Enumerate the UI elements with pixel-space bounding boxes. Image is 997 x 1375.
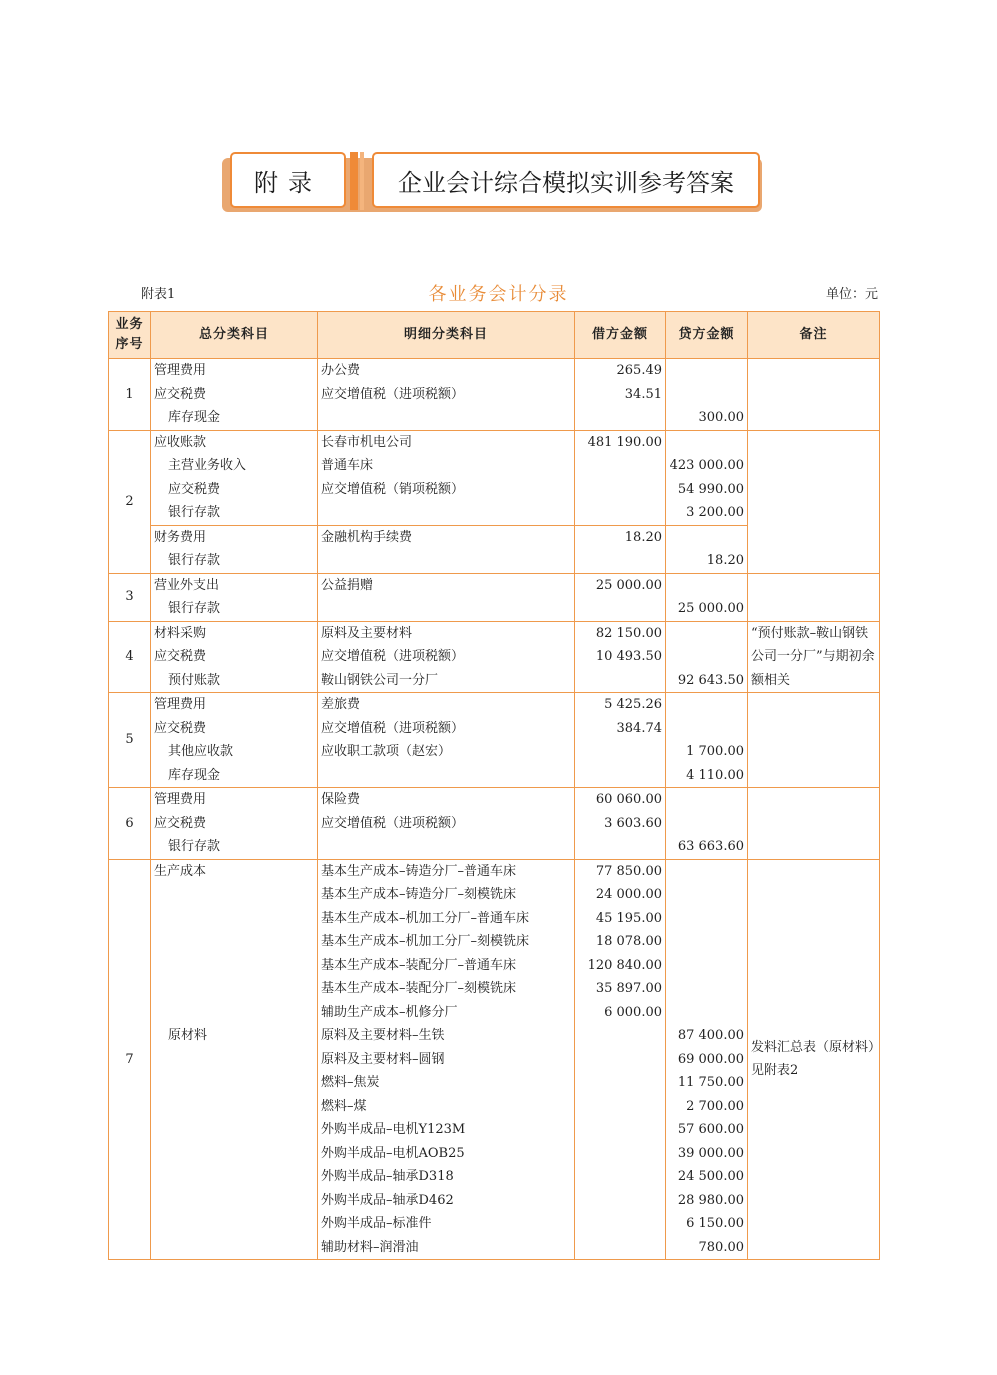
credit-amount-cell: 54 990.00 [666, 478, 748, 502]
general-account-cell [151, 883, 318, 907]
entry-note: “预付账款–鞍山钢铁公司一分厂”与期初余额相关 [748, 621, 880, 693]
table-row [109, 621, 880, 645]
debit-amount-cell: 34.51 [575, 383, 666, 407]
credit-amount-cell: 780.00 [666, 1236, 748, 1260]
credit-amount-cell [666, 717, 748, 741]
detail-account-cell: 辅助生产成本–机修分厂 [318, 1001, 575, 1025]
general-account-cell [151, 1048, 318, 1072]
credit-amount-cell: 69 000.00 [666, 1048, 748, 1072]
general-account-cell: 主营业务收入 [151, 454, 318, 478]
general-account-cell: 其他应收款 [151, 740, 318, 764]
entry-number: 5 [109, 693, 151, 788]
table-row [109, 573, 880, 597]
table-row [109, 859, 880, 883]
debit-amount-cell [575, 454, 666, 478]
credit-amount-cell [666, 645, 748, 669]
entry-number: 3 [109, 573, 151, 621]
detail-account-cell: 应交增值税（进项税额） [318, 383, 575, 407]
credit-amount-cell [666, 859, 748, 883]
credit-amount-cell: 4 110.00 [666, 764, 748, 788]
banner-divider-light [360, 152, 364, 210]
debit-amount-cell [575, 1118, 666, 1142]
header-detail-account: 明细分类科目 [318, 312, 575, 359]
detail-account-cell: 原料及主要材料–生铁 [318, 1024, 575, 1048]
general-account-cell: 银行存款 [151, 549, 318, 573]
debit-amount-cell: 35 897.00 [575, 977, 666, 1001]
detail-account-cell: 保险费 [318, 788, 575, 812]
debit-amount-cell [575, 835, 666, 859]
entry-number: 7 [109, 859, 151, 1260]
debit-amount-cell [575, 1212, 666, 1236]
detail-account-cell: 应交增值税（进项税额） [318, 717, 575, 741]
detail-account-cell: 外购半成品–轴承D318 [318, 1165, 575, 1189]
detail-account-cell: 应交增值税（销项税额） [318, 478, 575, 502]
general-account-cell: 应收账款 [151, 430, 318, 454]
detail-account-cell [318, 406, 575, 430]
detail-account-cell: 差旅费 [318, 693, 575, 717]
detail-account-cell: 基本生产成本–铸造分厂–刻模铣床 [318, 883, 575, 907]
credit-amount-cell [666, 621, 748, 645]
credit-amount-cell: 28 980.00 [666, 1189, 748, 1213]
credit-amount-cell [666, 383, 748, 407]
credit-amount-cell: 39 000.00 [666, 1142, 748, 1166]
detail-account-cell: 鞍山钢铁公司一分厂 [318, 669, 575, 693]
entry-note [748, 573, 880, 621]
table-row [109, 693, 880, 717]
general-account-cell: 原材料 [151, 1024, 318, 1048]
table-title: 各业务会计分录 [428, 284, 569, 305]
credit-amount-cell [666, 954, 748, 978]
table-header-row [109, 312, 880, 359]
debit-amount-cell: 265.49 [575, 359, 666, 383]
debit-amount-cell: 60 060.00 [575, 788, 666, 812]
debit-amount-cell [575, 1024, 666, 1048]
debit-amount-cell [575, 1048, 666, 1072]
general-account-cell: 材料采购 [151, 621, 318, 645]
debit-amount-cell [575, 597, 666, 621]
general-account-cell [151, 930, 318, 954]
credit-amount-cell: 2 700.00 [666, 1095, 748, 1119]
general-account-cell [151, 1165, 318, 1189]
debit-amount-cell: 10 493.50 [575, 645, 666, 669]
general-account-cell: 管理费用 [151, 693, 318, 717]
credit-amount-cell [666, 573, 748, 597]
credit-amount-cell [666, 883, 748, 907]
detail-account-cell: 办公费 [318, 359, 575, 383]
credit-amount-cell: 3 200.00 [666, 501, 748, 525]
credit-amount-cell [666, 1001, 748, 1025]
general-account-cell [151, 1001, 318, 1025]
detail-account-cell [318, 549, 575, 573]
general-account-cell [151, 1189, 318, 1213]
debit-amount-cell [575, 406, 666, 430]
credit-amount-cell: 300.00 [666, 406, 748, 430]
general-account-cell [151, 954, 318, 978]
credit-amount-cell [666, 693, 748, 717]
debit-amount-cell: 384.74 [575, 717, 666, 741]
debit-amount-cell: 481 190.00 [575, 430, 666, 454]
detail-account-cell [318, 597, 575, 621]
credit-amount-cell: 11 750.00 [666, 1071, 748, 1095]
general-account-cell [151, 1142, 318, 1166]
header-debit: 借方金额 [575, 312, 666, 359]
general-account-cell [151, 1118, 318, 1142]
entry-note [748, 693, 880, 788]
credit-amount-cell [666, 907, 748, 931]
detail-account-cell: 普通车床 [318, 454, 575, 478]
general-account-cell [151, 907, 318, 931]
detail-account-cell: 燃料–焦炭 [318, 1071, 575, 1095]
debit-amount-cell [575, 764, 666, 788]
journal-entries-table [108, 311, 880, 1260]
general-account-cell [151, 1095, 318, 1119]
detail-account-cell: 基本生产成本–装配分厂–普通车床 [318, 954, 575, 978]
detail-account-cell: 应交增值税（进项税额） [318, 645, 575, 669]
detail-account-cell: 原料及主要材料 [318, 621, 575, 645]
table-row [109, 788, 880, 812]
credit-amount-cell: 92 643.50 [666, 669, 748, 693]
detail-account-cell: 燃料–煤 [318, 1095, 575, 1119]
header-note: 备注 [748, 312, 880, 359]
general-account-cell: 财务费用 [151, 525, 318, 549]
debit-amount-cell: 120 840.00 [575, 954, 666, 978]
debit-amount-cell: 45 195.00 [575, 907, 666, 931]
credit-amount-cell: 63 663.60 [666, 835, 748, 859]
header-no: 业务 序号 [109, 312, 151, 359]
credit-amount-cell [666, 525, 748, 549]
credit-amount-cell [666, 788, 748, 812]
detail-account-cell: 应交增值税（进项税额） [318, 812, 575, 836]
general-account-cell [151, 1236, 318, 1260]
debit-amount-cell [575, 1142, 666, 1166]
debit-amount-cell: 5 425.26 [575, 693, 666, 717]
credit-amount-cell [666, 430, 748, 454]
debit-amount-cell: 6 000.00 [575, 1001, 666, 1025]
credit-amount-cell [666, 359, 748, 383]
detail-account-cell: 金融机构手续费 [318, 525, 575, 549]
general-account-cell: 银行存款 [151, 501, 318, 525]
debit-amount-cell [575, 1236, 666, 1260]
general-account-cell: 应交税费 [151, 478, 318, 502]
entry-number: 2 [109, 430, 151, 573]
header-credit: 贷方金额 [666, 312, 748, 359]
detail-account-cell: 外购半成品–标准件 [318, 1212, 575, 1236]
general-account-cell: 管理费用 [151, 359, 318, 383]
entry-note [748, 788, 880, 860]
debit-amount-cell [575, 501, 666, 525]
detail-account-cell: 长春市机电公司 [318, 430, 575, 454]
general-account-cell: 银行存款 [151, 835, 318, 859]
debit-amount-cell [575, 669, 666, 693]
credit-amount-cell: 24 500.00 [666, 1165, 748, 1189]
entry-note: 发料汇总表（原材料）见附表2 [748, 859, 880, 1260]
general-account-cell [151, 1071, 318, 1095]
credit-amount-cell: 423 000.00 [666, 454, 748, 478]
table-row [109, 430, 880, 454]
debit-amount-cell [575, 1071, 666, 1095]
detail-account-cell: 应收职工款项（赵宏） [318, 740, 575, 764]
general-account-cell [151, 977, 318, 1001]
general-account-cell: 库存现金 [151, 406, 318, 430]
debit-amount-cell: 3 603.60 [575, 812, 666, 836]
unit-label: 单位：元 [825, 287, 878, 302]
general-account-cell: 应交税费 [151, 812, 318, 836]
general-account-cell: 应交税费 [151, 645, 318, 669]
debit-amount-cell: 77 850.00 [575, 859, 666, 883]
debit-amount-cell: 24 000.00 [575, 883, 666, 907]
credit-amount-cell [666, 812, 748, 836]
credit-amount-cell: 25 000.00 [666, 597, 748, 621]
detail-account-cell [318, 835, 575, 859]
detail-account-cell: 原料及主要材料–圆钢 [318, 1048, 575, 1072]
debit-amount-cell: 25 000.00 [575, 573, 666, 597]
debit-amount-cell [575, 1165, 666, 1189]
credit-amount-cell: 1 700.00 [666, 740, 748, 764]
general-account-cell: 管理费用 [151, 788, 318, 812]
detail-account-cell: 基本生产成本–铸造分厂–普通车床 [318, 859, 575, 883]
appendix-label: 附录 [230, 152, 346, 208]
entry-note [748, 359, 880, 431]
debit-amount-cell: 18 078.00 [575, 930, 666, 954]
credit-amount-cell: 87 400.00 [666, 1024, 748, 1048]
credit-amount-cell: 57 600.00 [666, 1118, 748, 1142]
general-account-cell: 营业外支出 [151, 573, 318, 597]
detail-account-cell: 外购半成品–轴承D462 [318, 1189, 575, 1213]
header-general-account: 总分类科目 [151, 312, 318, 359]
general-account-cell: 预付账款 [151, 669, 318, 693]
detail-account-cell: 外购半成品–电机AOB25 [318, 1142, 575, 1166]
table-row [109, 359, 880, 383]
table-number: 附表1 [141, 287, 176, 302]
detail-account-cell: 外购半成品–电机Y123M [318, 1118, 575, 1142]
debit-amount-cell [575, 740, 666, 764]
entry-note [748, 430, 880, 573]
debit-amount-cell [575, 1095, 666, 1119]
debit-amount-cell [575, 549, 666, 573]
debit-amount-cell: 18.20 [575, 525, 666, 549]
detail-account-cell: 基本生产成本–机加工分厂–刻模铣床 [318, 930, 575, 954]
debit-amount-cell [575, 478, 666, 502]
debit-amount-cell [575, 1189, 666, 1213]
detail-account-cell: 公益捐赠 [318, 573, 575, 597]
detail-account-cell: 辅助材料–润滑油 [318, 1236, 575, 1260]
debit-amount-cell: 82 150.00 [575, 621, 666, 645]
entry-number: 4 [109, 621, 151, 693]
appendix-title: 企业会计综合模拟实训参考答案 [372, 152, 760, 208]
general-account-cell: 银行存款 [151, 597, 318, 621]
general-account-cell: 生产成本 [151, 859, 318, 883]
credit-amount-cell [666, 977, 748, 1001]
general-account-cell: 库存现金 [151, 764, 318, 788]
entry-number: 1 [109, 359, 151, 431]
detail-account-cell [318, 764, 575, 788]
appendix-banner [222, 152, 766, 212]
detail-account-cell: 基本生产成本–机加工分厂–普通车床 [318, 907, 575, 931]
entry-number: 6 [109, 788, 151, 860]
detail-account-cell: 基本生产成本–装配分厂–刻模铣床 [318, 977, 575, 1001]
credit-amount-cell: 18.20 [666, 549, 748, 573]
general-account-cell [151, 1212, 318, 1236]
table-body [109, 359, 880, 1260]
credit-amount-cell [666, 930, 748, 954]
general-account-cell: 应交税费 [151, 717, 318, 741]
general-account-cell: 应交税费 [151, 383, 318, 407]
banner-divider [350, 152, 358, 210]
detail-account-cell [318, 501, 575, 525]
credit-amount-cell: 6 150.00 [666, 1212, 748, 1236]
